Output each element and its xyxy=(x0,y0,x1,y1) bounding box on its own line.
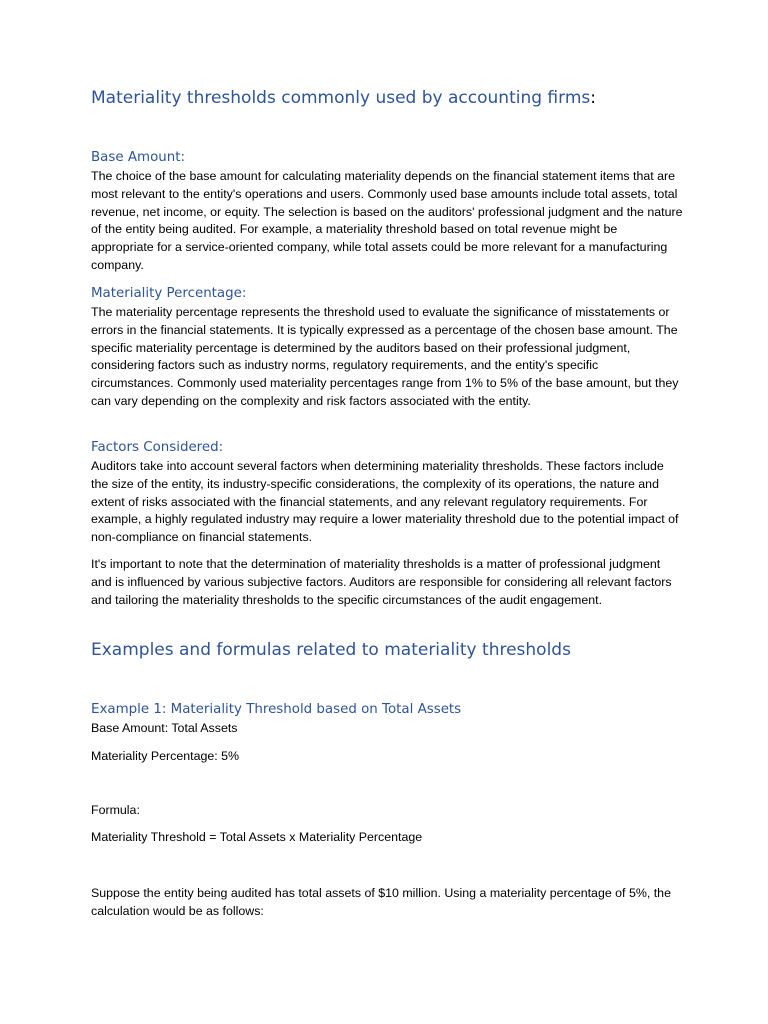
paragraph-suppose: Suppose the entity being audited has total assets of $10 million. Using a materiality percentage of 5%, the calculation would be as follows: xyxy=(91,886,671,918)
heading-colon: : xyxy=(590,88,596,108)
paragraph-factors-considered: Auditors take into account several factors when determining materiality thresholds. These factors include the size of the entity, its industry-specific considerations, the complexity of its operations, the nature and extent of risks associated with the financial statements, and any relevant regulatory requirements. For example, a highly regulated industry may require a lower materiality threshold due to the potential impact of non-compliance on financial statements. xyxy=(91,459,679,545)
heading-materiality-percentage: Materiality Percentage: xyxy=(91,286,247,301)
paragraph-materiality-percentage: The materiality percentage represents the threshold used to evaluate the significance of misstatements or errors in the financial statements. It is typically expressed as a percentage of the chosen base amount. The specific materiality percentage is determined by the auditors based on their professional judgment, considering factors such as industry norms, regulatory requirements, and the entity's specific circumstances. Commonly used materiality percentages range from 1% to 5% of the base amount, but they can vary depending on the complexity and risk factors associated with the entity. xyxy=(91,305,679,408)
heading-examples-formulas: Examples and formulas related to materiality thresholds xyxy=(91,640,571,660)
text-base-amount-total-assets: Base Amount: Total Assets xyxy=(91,721,238,735)
heading-example-1: Example 1: Materiality Threshold based on Total Assets xyxy=(91,702,462,717)
heading-base-amount: Base Amount: xyxy=(91,150,185,165)
paragraph-important-note: It's important to note that the determination of materiality thresholds is a matter of professional judgment and is influenced by various subjective factors. Auditors are responsible for considering all relevant factors and tailoring the materiality thresholds to the specific circumstances of the audit engagement. xyxy=(91,557,672,607)
text-formula: Materiality Threshold = Total Assets x Materiality Percentage xyxy=(91,830,423,844)
heading-materiality-thresholds: Materiality thresholds commonly used by accounting firms: xyxy=(91,88,596,108)
paragraph-base-amount: The choice of the base amount for calculating materiality depends on the financial statement items that are most relevant to the entity's operations and users. Commonly used base amounts include total assets, total revenue, net income, or equity. The selection is based on the auditors' professional judgment and the nature of the entity being audited. For example, a materiality threshold based on total revenue might be appropriate for a service-oriented company, while total assets could be more relevant for a manufacturing company. xyxy=(91,169,683,272)
text-formula-label: Formula: xyxy=(91,803,140,817)
heading-factors-considered: Factors Considered: xyxy=(91,440,224,455)
text-materiality-percentage-5: Materiality Percentage: 5% xyxy=(91,749,240,763)
